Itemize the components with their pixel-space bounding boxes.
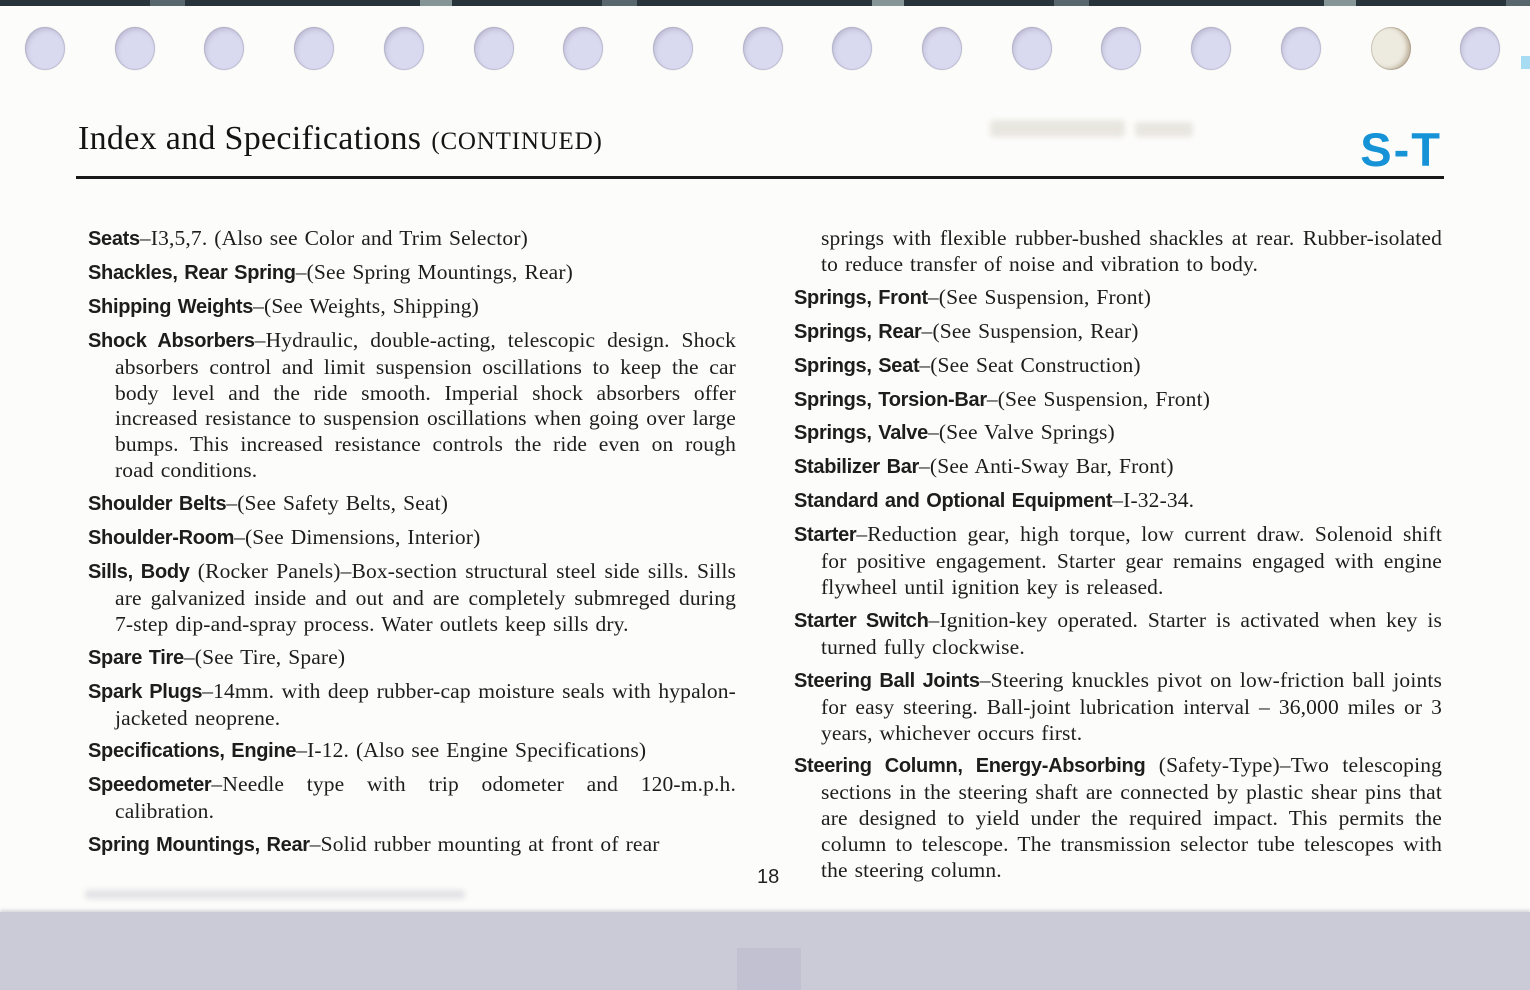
index-columns — [88, 226, 1442, 891]
page-title-continued: (CONTINUED) — [431, 128, 603, 155]
index-entry — [88, 294, 736, 321]
entry-term: Shock Absorbers — [88, 329, 255, 352]
binder-hole — [204, 27, 244, 70]
index-entry — [88, 525, 736, 552]
bleed-through-smudge — [85, 890, 465, 899]
entry-term: Shipping Weights — [88, 295, 254, 318]
index-entry — [88, 832, 736, 859]
index-column-left — [88, 226, 736, 891]
entry-term: Springs, Valve — [794, 422, 928, 445]
entry-term: Starter — [794, 524, 857, 547]
entry-term: Starter Switch — [794, 609, 929, 632]
entry-term: Spark Plugs — [88, 680, 203, 703]
entry-term: Springs, Rear — [794, 320, 922, 343]
entry-text: –(See Suspension, Rear) — [921, 318, 1139, 343]
page-top-edge — [0, 0, 1530, 6]
index-entry — [794, 488, 1442, 515]
entry-text: –Solid rubber mounting at front of rear — [309, 832, 660, 857]
entry-text: –(See Valve Springs) — [927, 420, 1115, 445]
page-header — [78, 120, 603, 158]
binder-hole — [1371, 27, 1411, 70]
entry-text: –(See Spring Mountings, Rear) — [295, 259, 573, 284]
entry-text: –I3,5,7. (Also see Color and Trim Selector) — [139, 226, 528, 250]
entry-text: –(See Seat Construction) — [919, 352, 1141, 377]
binder-hole — [1012, 27, 1052, 70]
index-column-right — [794, 226, 1442, 891]
entry-text: –(See Tire, Spare) — [183, 644, 346, 669]
entry-text: (Rocker Panels)–Box-section structural steel side sills. Sills are galvanized inside and out and are completely submreged during 7-step dip-and-spray process. Water outlets keep sills dry. — [115, 558, 736, 636]
entry-text: –(See Anti-Sway Bar, Front) — [919, 454, 1174, 479]
entry-text: (Safety-Type)–Two telescoping sections in the steering shaft are connected by plastic shear pins that are designed to yield under the required impact. This permits the column to telescope. The transmission selector tube telescopes with the steering column. — [821, 753, 1442, 883]
binder-hole — [1281, 27, 1321, 70]
entry-term: Spring Mountings, Rear — [88, 834, 310, 857]
entry-term: Spare Tire — [88, 646, 184, 669]
binder-hole — [1101, 27, 1141, 70]
entry-text: –(See Suspension, Front) — [986, 386, 1211, 411]
entry-text: –Ignition-key operated. Starter is activated when key is turned fully clockwise. — [821, 607, 1442, 659]
entry-term: Standard and Optional Equipment — [794, 490, 1113, 513]
entry-term: Springs, Seat — [794, 354, 920, 377]
index-entry — [794, 753, 1442, 884]
index-entry — [794, 668, 1442, 747]
section-tab-label: S-T — [1360, 123, 1442, 176]
entry-term: Springs, Front — [794, 286, 928, 309]
index-entry — [88, 738, 736, 765]
entry-text: –14mm. with deep rubber-cap moisture seals with hypalon-jacketed neoprene. — [115, 678, 736, 730]
entry-term: Steering Column, Energy-Absorbing — [794, 755, 1146, 778]
scan-artifact-mark — [1521, 56, 1530, 69]
entry-text: springs with flexible rubber-bushed shackles at rear. Rubber-isolated to reduce transfer of noise and vibration to body. — [821, 226, 1442, 276]
entry-text: –I-32-34. — [1112, 488, 1195, 513]
binder-hole — [294, 27, 334, 70]
entry-text: –(See Suspension, Front) — [927, 284, 1152, 309]
index-entry — [794, 608, 1442, 661]
binder-hole — [474, 27, 514, 70]
index-entry — [794, 420, 1442, 447]
binder-hole — [384, 27, 424, 70]
index-entry — [794, 454, 1442, 481]
binder-hole — [25, 27, 65, 70]
page-number: 18 — [757, 866, 780, 888]
entry-text: –I-12. (Also see Engine Specifications) — [296, 738, 647, 763]
binder-hole — [1460, 27, 1500, 70]
binder-hole — [832, 27, 872, 70]
index-entry — [794, 285, 1442, 312]
binder-hole — [1191, 27, 1231, 70]
entry-term: Springs, Torsion-Bar — [794, 388, 987, 411]
index-entry — [794, 319, 1442, 346]
index-entry — [794, 522, 1442, 601]
index-entry — [88, 328, 736, 484]
index-entry — [794, 387, 1442, 414]
page-title: Index and Specifications — [78, 120, 422, 157]
index-entry — [88, 260, 736, 287]
binder-hole — [653, 27, 693, 70]
binder-hole — [115, 27, 155, 70]
entry-term: Stabilizer Bar — [794, 456, 920, 479]
index-entry — [88, 772, 736, 825]
binder-hole — [922, 27, 962, 70]
entry-term: Speedometer — [88, 774, 212, 797]
index-entry — [88, 491, 736, 518]
entry-term: Seats — [88, 228, 140, 250]
index-entry — [88, 679, 736, 732]
bleed-through-smudge — [990, 120, 1125, 137]
index-entry — [88, 559, 736, 638]
header-rule — [76, 176, 1444, 179]
entry-text: –Hydraulic, double-acting, telescopic design. Shock absorbers control and limit suspension oscillations to keep the car body level and the ride smooth. Imperial shock absorbers offer increased resistance to suspension oscillations when going over large bumps. This increased resistance controls the ride even on rough road conditions. — [115, 327, 736, 483]
index-entry — [794, 226, 1442, 278]
entry-term: Shoulder-Room — [88, 527, 235, 550]
index-entry — [88, 226, 736, 253]
entry-term: Sills, Body — [88, 560, 190, 583]
entry-term: Specifications, Engine — [88, 740, 297, 763]
entry-text: –Needle type with trip odometer and 120-m.p.h. calibration. — [115, 772, 736, 824]
entry-term: Steering Ball Joints — [794, 669, 980, 692]
entry-text: –(See Dimensions, Interior) — [234, 525, 481, 550]
entry-term: Shoulder Belts — [88, 493, 227, 516]
next-page-edge-notch — [737, 948, 801, 990]
binder-hole — [743, 27, 783, 70]
bleed-through-smudge — [1135, 122, 1193, 137]
index-entry — [88, 645, 736, 672]
index-entry — [794, 353, 1442, 380]
entry-text: –(See Safety Belts, Seat) — [226, 491, 449, 516]
binder-hole — [563, 27, 603, 70]
entry-text: –Reduction gear, high torque, low current draw. Solenoid shift for positive engagement. Starter gear remains engaged with engine flywheel until ignition key is released. — [821, 522, 1442, 599]
entry-text: –(See Weights, Shipping) — [253, 293, 479, 318]
entry-text: –Steering knuckles pivot on low-friction ball joints for easy steering. Ball-joint lubrication interval – 36,000 miles or 3 years, whichever occurs first. — [821, 667, 1442, 745]
entry-term: Shackles, Rear Spring — [88, 261, 296, 284]
